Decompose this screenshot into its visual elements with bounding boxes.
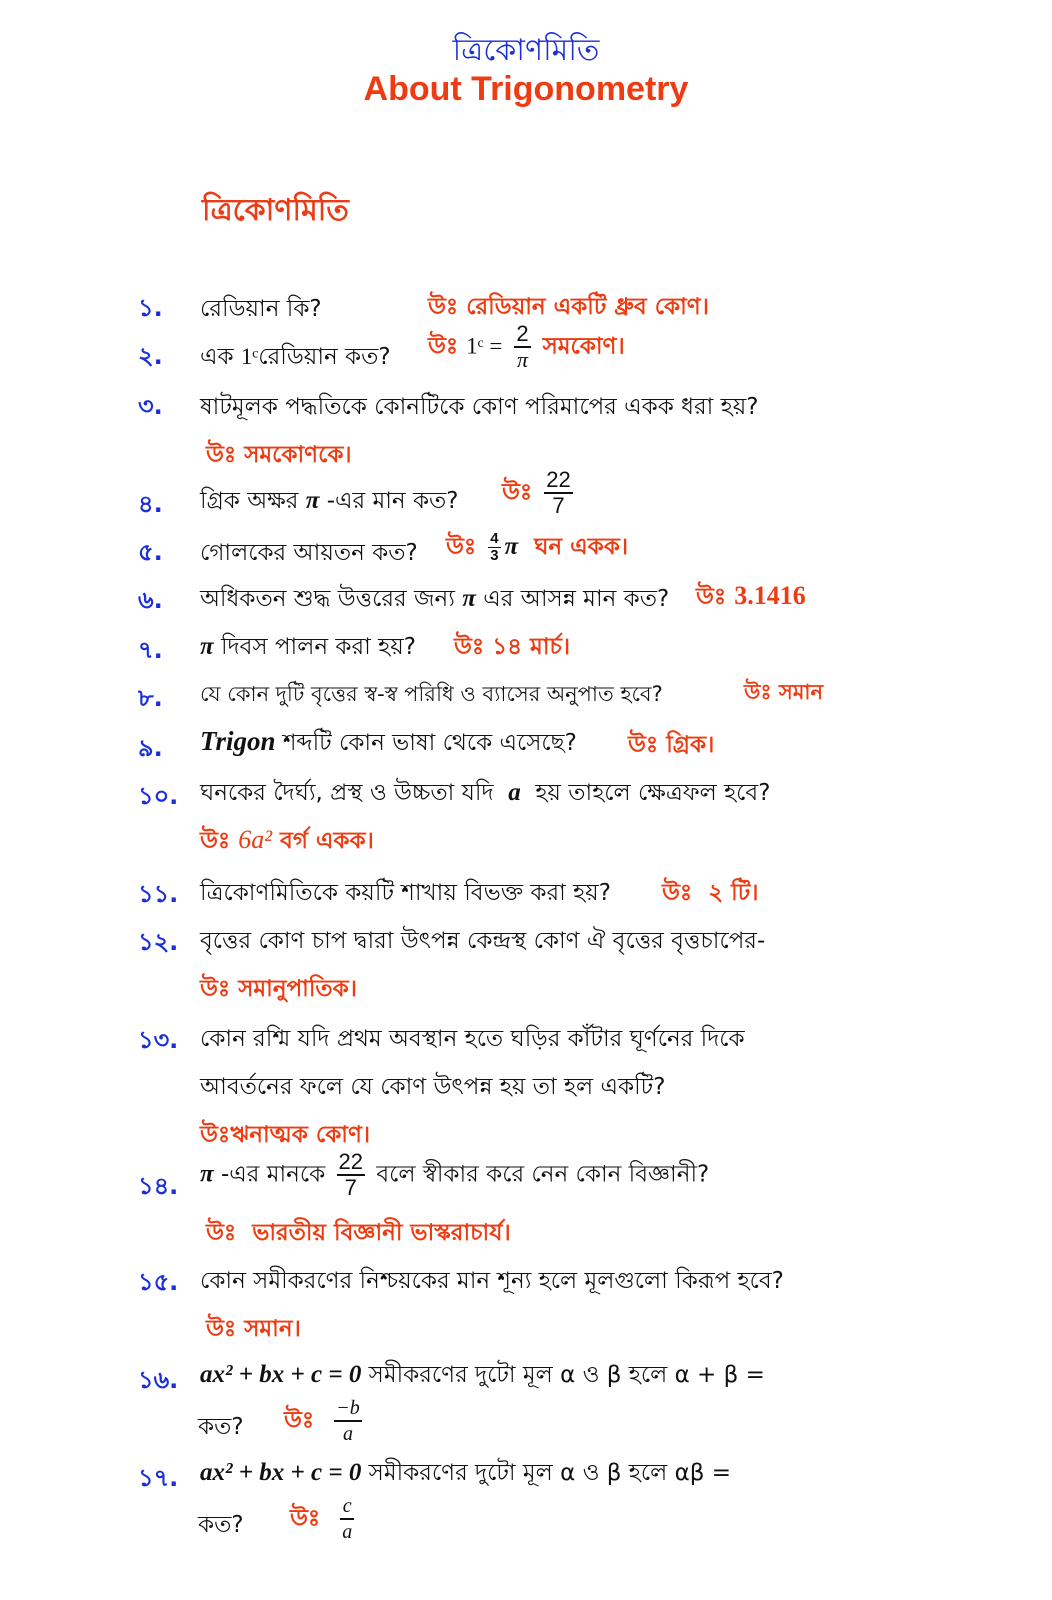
question-text: ঘনকের দৈর্ঘ্য, প্রস্থ ও উচ্চতা যদি a হয় তাহলে ক্ষেত্রফল হবে? <box>200 779 771 806</box>
item-number: ১৪. <box>138 1172 179 1200</box>
answer: উঃ গ্রিক। <box>628 732 715 758</box>
answer: উঃ ১৪ মার্চ। <box>454 634 571 660</box>
answer: উঃ $\frac{4}{3}$ π ঘন একক। <box>446 530 629 564</box>
question-text: Trigon শব্দটি কোন ভাষা থেকে এসেছে? <box>200 726 577 756</box>
question-text: রেডিয়ান কি? <box>200 296 322 322</box>
answer: উঃ 1ᶜ = $\frac{2}{\pi}$ সমকোণ। <box>428 321 625 372</box>
answer: উঃঋনাত্মক কোণ। <box>200 1122 371 1148</box>
item-number: ৪. <box>138 490 163 518</box>
item-number: ৬. <box>138 586 163 614</box>
answer: উঃ সমানুপাতিক। <box>200 976 358 1002</box>
item-number: ১৬. <box>138 1366 179 1394</box>
answer: উঃ 6a² বর্গ একক। <box>200 825 374 854</box>
answer: উঃ সমান <box>744 680 824 704</box>
answer: উঃ $\frac{c}{a}$ <box>290 1495 353 1543</box>
question-text-line2: আবর্তনের ফলে যে কোণ উৎপন্ন হয় তা হল একটি? <box>200 1074 666 1100</box>
answer: উঃ ভারতীয় বিজ্ঞানী ভাস্করাচার্য। <box>206 1220 511 1246</box>
item-number: ৮. <box>138 684 163 712</box>
answer: উঃ ২ টি। <box>662 880 759 906</box>
item-number: ১৫. <box>138 1268 179 1296</box>
question-text: গোলকের আয়তন কত? <box>200 540 418 566</box>
page-title-bengali: ত্রিকোণমিতি <box>452 33 600 68</box>
question-text: গ্রিক অক্ষর π -এর মান কত? <box>200 487 459 514</box>
answer: উঃ $\frac{22}{7}$ <box>502 467 571 518</box>
answer: উঃ $\frac{-b}{a}$ <box>284 1397 360 1445</box>
section-heading: ত্রিকোণমিতি <box>202 193 349 228</box>
page-title-english: About Trigonometry <box>363 70 689 108</box>
item-number: ৯. <box>138 734 163 762</box>
question-text: অধিকতন শুদ্ধ উত্তরের জন্য π এর আসন্ন মান কত? <box>200 585 670 612</box>
question-text: ax² + bx + c = 0 সমীকরণের দুটো মূল α ও β হলে α + β = <box>200 1361 765 1388</box>
item-number: ১৩. <box>138 1026 179 1054</box>
question-text: π দিবস পালন করা হয়? <box>200 633 416 660</box>
item-number: ৭. <box>138 636 163 664</box>
question-text: বৃত্তের কোণ চাপ দ্বারা উৎপন্ন কেন্দ্রস্থ কোণ ঐ বৃত্তের বৃত্তচাপের- <box>200 928 766 954</box>
question-text: ax² + bx + c = 0 সমীকরণের দুটো মূল α ও β হলে αβ = <box>200 1459 731 1486</box>
item-number: ২. <box>138 342 163 370</box>
answer: উঃ সমকোণকে। <box>206 442 352 468</box>
question-text: এক 1ᶜরেডিয়ান কত? <box>200 344 391 370</box>
question-text-line2: কত? <box>198 1512 244 1538</box>
item-number: ১৭. <box>138 1464 179 1492</box>
item-number: ১. <box>138 294 163 322</box>
answer: উঃ 3.1416 <box>696 581 806 610</box>
item-number: ১১. <box>138 880 179 908</box>
question-text: ত্রিকোণমিতিকে কয়টি শাখায় বিভক্ত করা হয়? <box>200 880 611 906</box>
item-number: ৫. <box>138 538 163 566</box>
item-number: ৩. <box>138 392 163 420</box>
item-number: ১২. <box>138 928 179 956</box>
item-number: ১০. <box>138 782 179 810</box>
question-text: কোন সমীকরণের নিশ্চয়কের মান শূন্য হলে মূলগুলো কিরূপ হবে? <box>200 1268 784 1294</box>
question-text-line2: কত? <box>198 1414 244 1440</box>
question-text: যে কোন দুটি বৃত্তের স্ব-স্ব পরিধি ও ব্যাসের অনুপাত হবে? <box>200 682 663 706</box>
question-text: কোন রশ্মি যদি প্রথম অবস্থান হতে ঘড়ির কাঁটার ঘূর্ণনের দিকে <box>200 1026 745 1052</box>
question-text: π -এর মানকে $\frac{22}{7}$ বলে স্বীকার করে নেন কোন বিজ্ঞানী? <box>200 1149 710 1200</box>
answer: উঃ সমান। <box>206 1316 301 1342</box>
answer: উঃ রেডিয়ান একটি ধ্রুব কোণ। <box>428 294 709 320</box>
question-text: ষাটমূলক পদ্ধতিকে কোনটিকে কোণ পরিমাপের একক ধরা হয়? <box>200 394 759 420</box>
